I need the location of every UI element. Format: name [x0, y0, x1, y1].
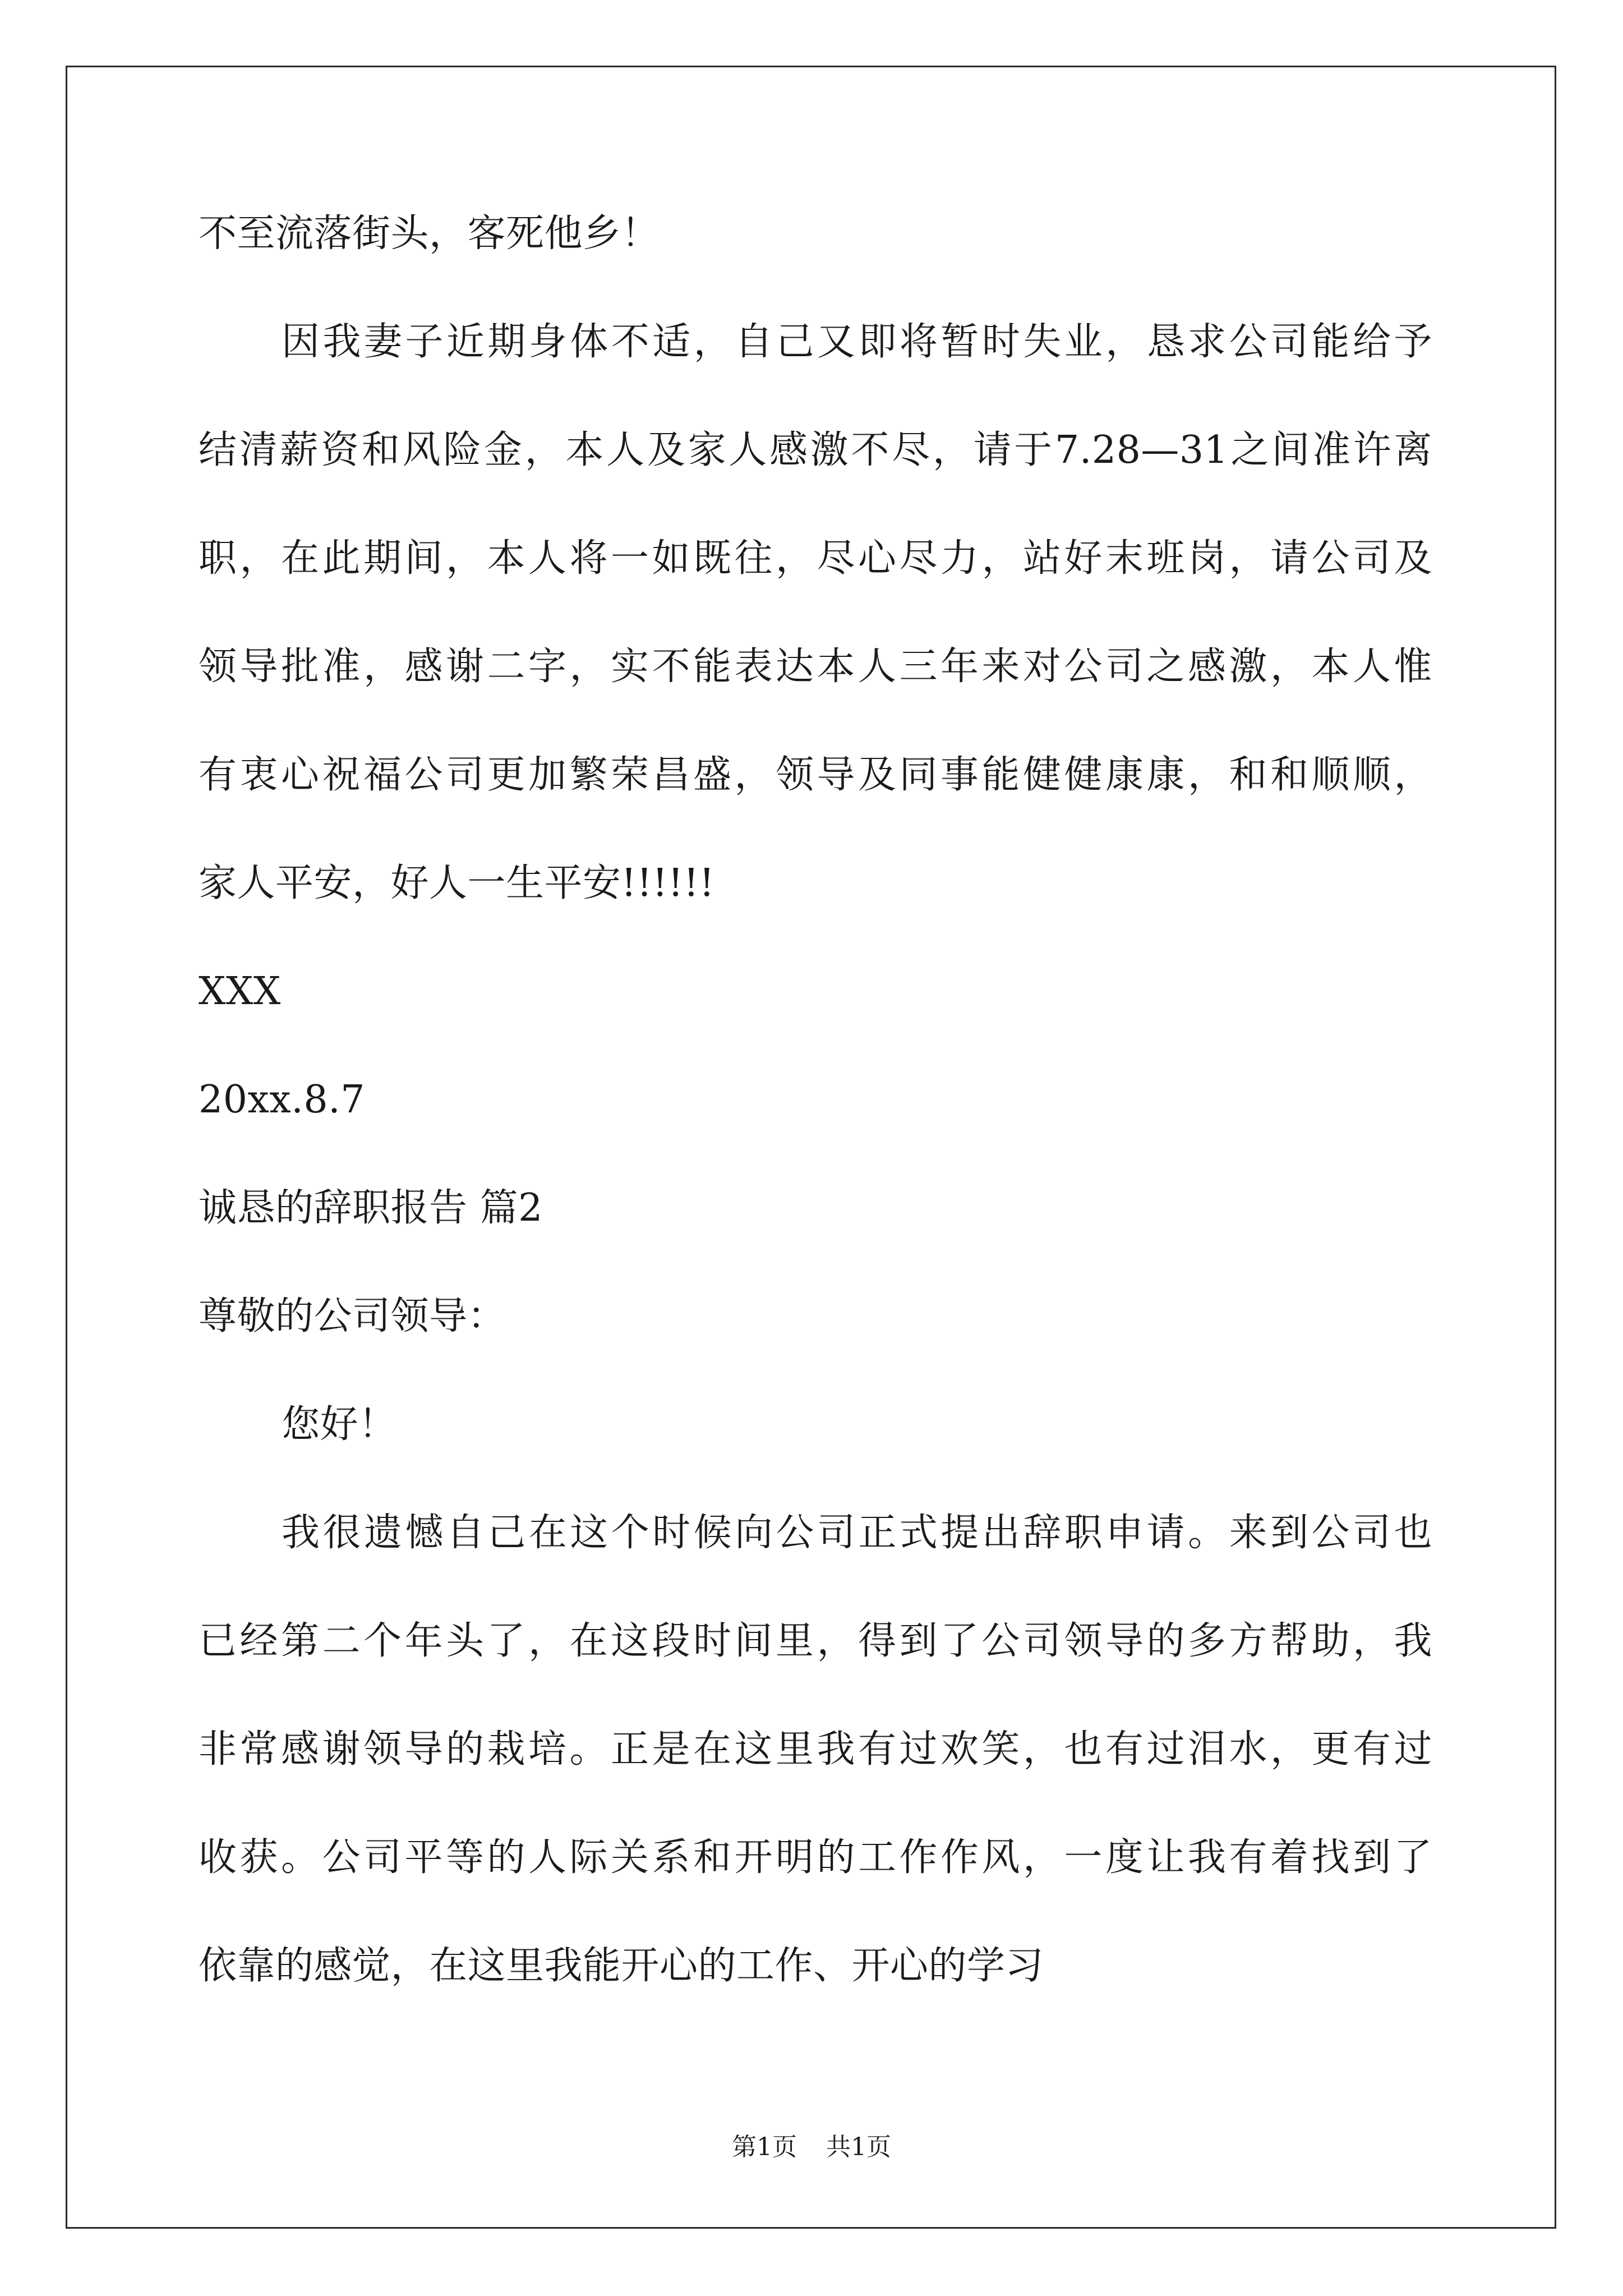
paragraph-line: 非常感谢领导的栽培。正是在这里我有过欢笑，也有过泪水，更有过: [199, 1727, 1432, 1772]
page-total: 共1页: [826, 2133, 891, 2161]
page-border: [66, 66, 1556, 2229]
page-number: 第1页: [732, 2133, 797, 2161]
paragraph-line: 领导批准，感谢二字，实不能表达本人三年来对公司之感激，本人惟: [199, 645, 1432, 689]
paragraph-line: 因我妻子近期身体不适，自己又即将暂时失业，恳求公司能给予: [282, 320, 1432, 364]
paragraph-line: 家人平安，好人一生平安!!!!!!: [199, 861, 715, 905]
paragraph-line: 职，在此期间，本人将一如既往，尽心尽力，站好末班岗，请公司及: [199, 536, 1432, 581]
paragraph-line: 依靠的感觉，在这里我能开心的工作、开心的学习: [199, 1944, 1044, 1988]
greeting: 您好！: [282, 1402, 397, 1447]
section-heading: 诚恳的辞职报告 篇2: [199, 1186, 543, 1230]
signature-name: XXX: [199, 969, 281, 1014]
paragraph-line: 有衷心祝福公司更加繁荣昌盛，领导及同事能健健康康，和和顺顺，: [199, 753, 1432, 797]
paragraph-line: 我很遗憾自己在这个时候向公司正式提出辞职申请。来到公司也: [282, 1511, 1432, 1555]
text-line: 不至流落街头，客死他乡！: [199, 211, 660, 256]
paragraph-line: 收获。公司平等的人际关系和开明的工作作风，一度让我有着找到了: [199, 1835, 1432, 1880]
signature-date: 20xx.8.7: [199, 1078, 365, 1122]
paragraph-line: 结清薪资和风险金，本人及家人感激不尽，请于7.28—31之间准许离: [199, 428, 1432, 472]
page-footer: [0, 2131, 1623, 2164]
paragraph-line: 已经第二个年头了，在这段时间里，得到了公司领导的多方帮助，我: [199, 1619, 1432, 1663]
salutation: 尊敬的公司领导：: [199, 1294, 506, 1338]
